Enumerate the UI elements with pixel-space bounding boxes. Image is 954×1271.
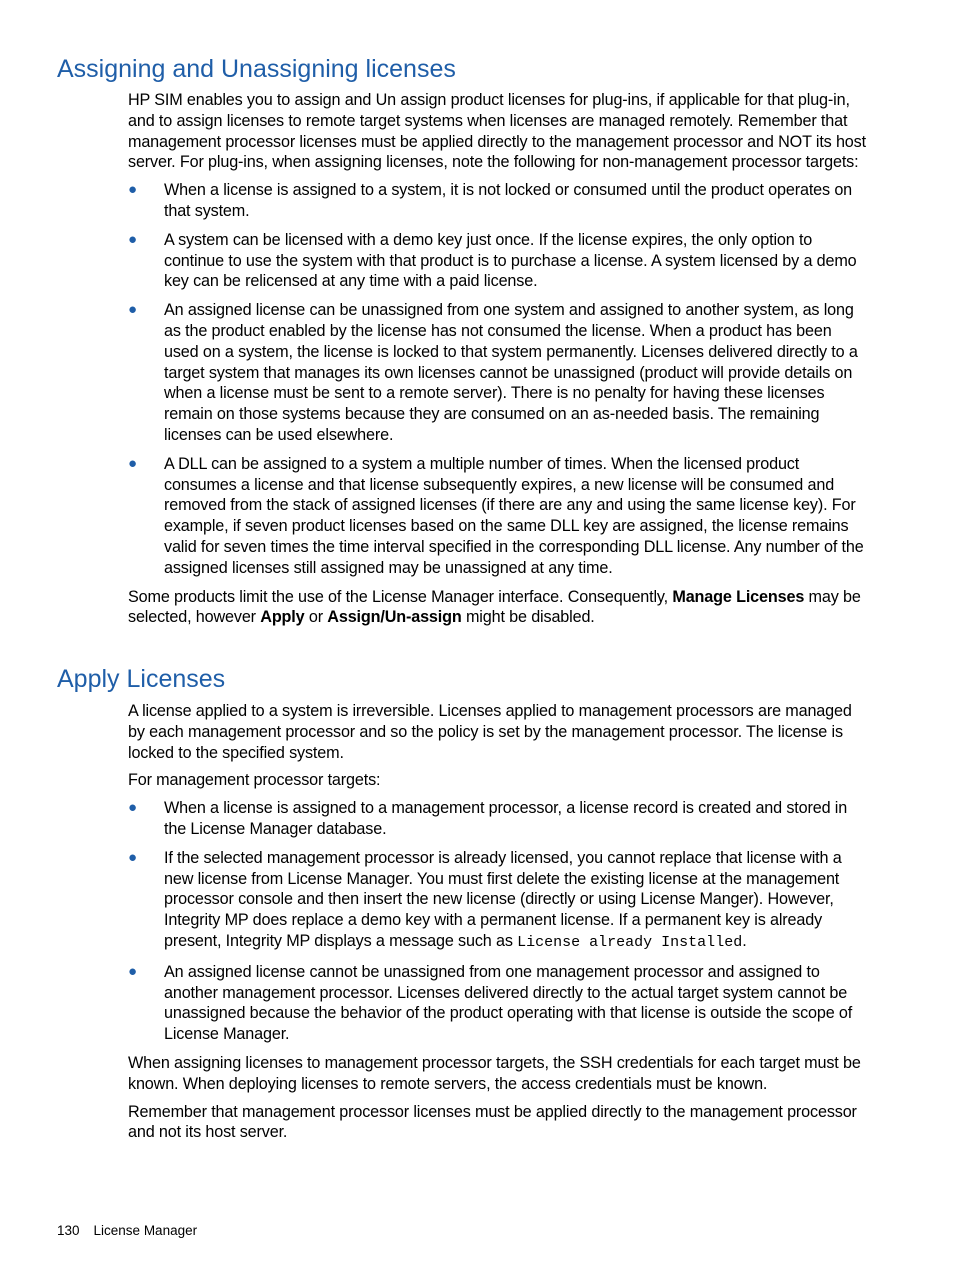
- bullet-dot-icon: ●: [128, 181, 137, 199]
- closing-paragraph: Some products limit the use of the License Manager interface. Consequently, Manage Licenses may be selected, however Apply or Assign/Un-assign might be disabled.: [128, 587, 861, 627]
- list-item: ● A DLL can be assigned to a system a multiple number of times. When the licensed product consumes a license and that license subsequently expires, a new license will be consumed and removed from the stack of assigned licenses (if there are any and using the same license key). For example, if seven product licenses based on the same DLL key are assigned, the license remains valid for seven times the time interval specified in the corresponding DLL license. Any number of the assigned licenses still assigned may be unassigned at any time.: [128, 454, 864, 577]
- code-text: License already Installed: [517, 933, 743, 951]
- body-paragraph: When assigning licenses to management processor targets, the SSH credentials for each target must be known. When deploying licenses to remote servers, the access credentials must be known.: [128, 1053, 861, 1093]
- lead-paragraph: For management processor targets:: [128, 771, 381, 790]
- page-footer: [57, 1222, 197, 1240]
- section-body-assigning: [128, 90, 868, 635]
- bullet-dot-icon: ●: [128, 799, 137, 817]
- bullet-list: [128, 798, 868, 1045]
- bullet-dot-icon: ●: [128, 962, 137, 980]
- ui-term-apply: Apply: [260, 608, 305, 627]
- page-number: 130: [57, 1223, 80, 1238]
- list-item: ● If the selected management processor is already licensed, you cannot replace that license with a new license from License Manager. You must first delete the existing license at the management processor console and then insert the new license (directly or using License Manger). However, Integrity MP does replace a demo key with a permanent license. If a permanent key is already present, Integrity MP displays a message such as License already Installed.: [128, 848, 842, 951]
- list-item: ● An assigned license cannot be unassigned from one management processor and assigned to another management processor. Licenses delivered directly to the actual target system cannot be unassigned because the behavior of the product operating with that license is outside the scope of License Manager.: [128, 962, 853, 1044]
- chapter-name: License Manager: [93, 1223, 198, 1238]
- bullet-dot-icon: ●: [128, 848, 137, 866]
- section-intro-paragraph: HP SIM enables you to assign and Un assign product licenses for plug-ins, if applicable for that plug-in, and to assign licenses to remote target systems when licenses are managed remotely. Remember that management processor licenses must be applied directly to the management processor and NOT its host server. For plug-ins, when assigning licenses, note the following for non-management processor targets:: [128, 91, 866, 172]
- bullet-dot-icon: ●: [128, 230, 137, 248]
- list-item: ● An assigned license can be unassigned from one system and assigned to another system, as long as the product enabled by the license has not consumed the license. When a product has been used on a system, the license is locked to that system permanently. Licenses delivered directly to a target system that manages its own licenses cannot be unassigned (product will provide details on when a license must be sent to a remote server). There is no penalty for having these licenses remain on those systems because they are consumed on an as-needed basis. The remaining licenses can be used elsewhere.: [128, 301, 858, 444]
- section-heading-assigning: Assigning and Unassigning licenses: [57, 55, 456, 83]
- list-item: ● When a license is assigned to a system, it is not locked or consumed until the product operates on that system.: [128, 181, 853, 220]
- bullet-dot-icon: ●: [128, 454, 137, 472]
- list-item: ● When a license is assigned to a management processor, a license record is created and stored in the License Manager database.: [128, 799, 848, 838]
- section-heading-apply: Apply Licenses: [57, 665, 226, 693]
- bullet-dot-icon: ●: [128, 301, 137, 319]
- ui-term-assign-unassign: Assign/Un-assign: [327, 608, 462, 627]
- section-intro-paragraph: A license applied to a system is irreversible. Licenses applied to management processors are managed by each management processor and so the policy is set by the management processor. The license is locked to the specified system.: [128, 702, 852, 762]
- bullet-list: [128, 180, 868, 578]
- section-body-apply: [128, 701, 868, 1150]
- body-paragraph: Remember that management processor licenses must be applied directly to the management processor and not its host server.: [128, 1102, 857, 1142]
- list-item: ● A system can be licensed with a demo key just once. If the license expires, the only option to continue to use the system with that product is to purchase a license. A system licensed by a demo key can be relicensed at any time with a paid license.: [128, 230, 857, 291]
- ui-term-manage-licenses: Manage Licenses: [672, 587, 805, 606]
